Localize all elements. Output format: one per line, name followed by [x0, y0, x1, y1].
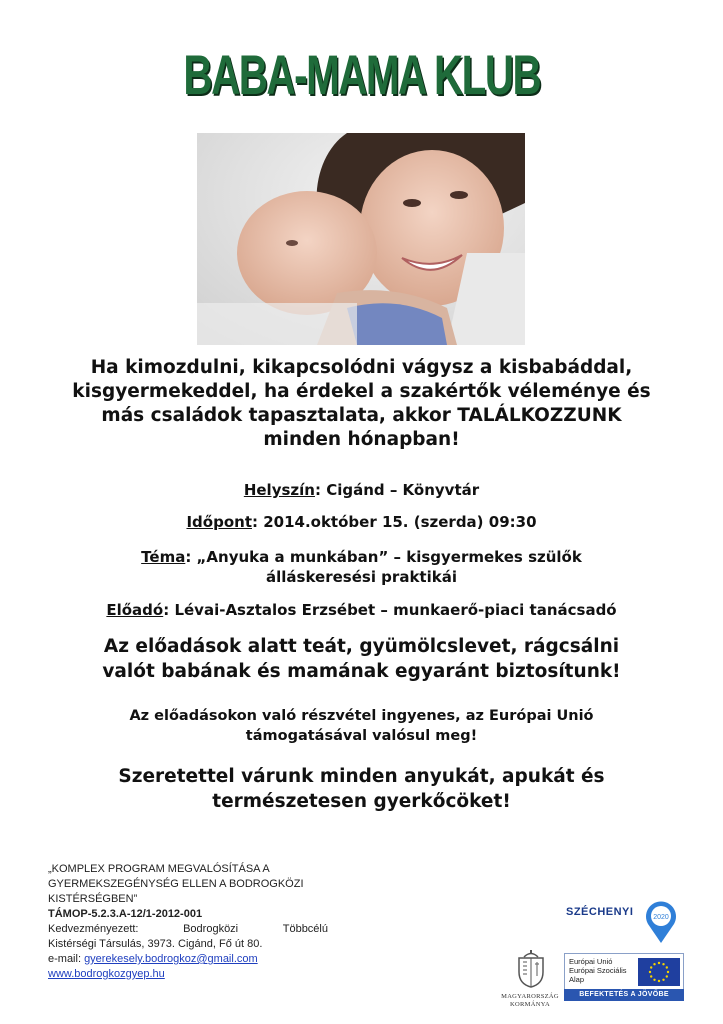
refreshments-text: Az előadások alatt teát, gyümölcslevet, rágcsálni valót babának és mamának egyaránt biztosítunk! — [102, 636, 621, 682]
szechenyi-logo-text: SZÉCHENYI — [566, 906, 634, 918]
eu-line-1: Európai Unió — [569, 957, 613, 966]
time-value: : 2014.október 15. (szerda) 09:30 — [251, 513, 537, 531]
eu-flag-icon — [638, 958, 680, 986]
gov-logo-text — [494, 993, 566, 1009]
email-label: e-mail: — [48, 953, 85, 965]
title-text: BABA-MAMA KLUB — [183, 43, 540, 106]
location-label: Helyszín — [243, 481, 315, 499]
intro-text: Ha kimozdulni, kikapcsolódni vágysz a kisbabáddal, kisgyermekeddel, ha érdekel a szakértők véleménye és más családok tapasztalata, akkor TALÁLKOZZUNK minden hónapban! — [72, 357, 651, 450]
topic-label: Téma — [141, 548, 186, 566]
beneficiary-name-2: Többcélú — [282, 923, 328, 935]
website-link[interactable]: www.bodrogkozgyep.hu — [48, 968, 165, 980]
location-value: : Cigánd – Könyvtár — [314, 481, 480, 499]
time-label: Időpont — [186, 513, 252, 531]
location-line — [60, 480, 663, 500]
speaker-label: Előadó — [106, 601, 164, 619]
eu-line-3: Alap — [569, 975, 585, 984]
welcome-text: Szeretettel várunk minden anyukát, apukát és természetesen gyerkőcöket! — [118, 766, 605, 812]
szechenyi-pin-icon — [644, 900, 678, 944]
topic-value: : „Anyuka a munkában” – kisgyermekes szülők álláskeresési praktikái — [185, 548, 582, 586]
time-line — [60, 512, 663, 532]
footer-info — [48, 862, 328, 982]
free-note-text: Az előadásokon való részvétel ingyenes, az Európai Unió támogatásával valósul meg! — [129, 708, 594, 744]
email-link[interactable]: gyerekesely.bodrogkoz@gmail.com — [84, 953, 258, 965]
szechenyi-year: 2020 — [653, 914, 669, 921]
speaker-value: : Lévai-Asztalos Erzsébet – munkaerő-piaci tanácsadó — [163, 601, 617, 619]
beneficiary-name-1: Bodrogközi — [183, 923, 239, 935]
eu-slogan: BEFEKTETÉS A JÖVŐBE — [564, 989, 684, 1001]
gov-line-1: MAGYARORSZÁG — [501, 993, 559, 1000]
topic-line — [100, 547, 623, 587]
program-title: „KOMPLEX PROGRAM MEGVALÓSÍTÁSA A GYERMEKSZEGÉNYSÉG ELLEN A BODROGKÖZI KISTÉRSÉGBEN” — [48, 863, 304, 905]
gov-line-2: KORMÁNYA — [510, 1001, 550, 1008]
address: Kistérségi Társulás, 3973. Cigánd, Fő út 80. — [48, 938, 263, 950]
eu-fund-logo — [564, 953, 684, 1001]
beneficiary-line — [48, 922, 328, 937]
speaker-line — [60, 600, 663, 620]
eu-line-2: Európai Szociális — [569, 966, 627, 975]
beneficiary-label: Kedvezményezett: — [48, 923, 139, 935]
page-title — [0, 42, 723, 107]
hungarian-crest-icon — [515, 950, 547, 988]
email-line — [48, 952, 328, 967]
program-code: TÁMOP-5.2.3.A-12/1-2012-001 — [48, 908, 203, 920]
mother-baby-photo — [197, 133, 525, 345]
